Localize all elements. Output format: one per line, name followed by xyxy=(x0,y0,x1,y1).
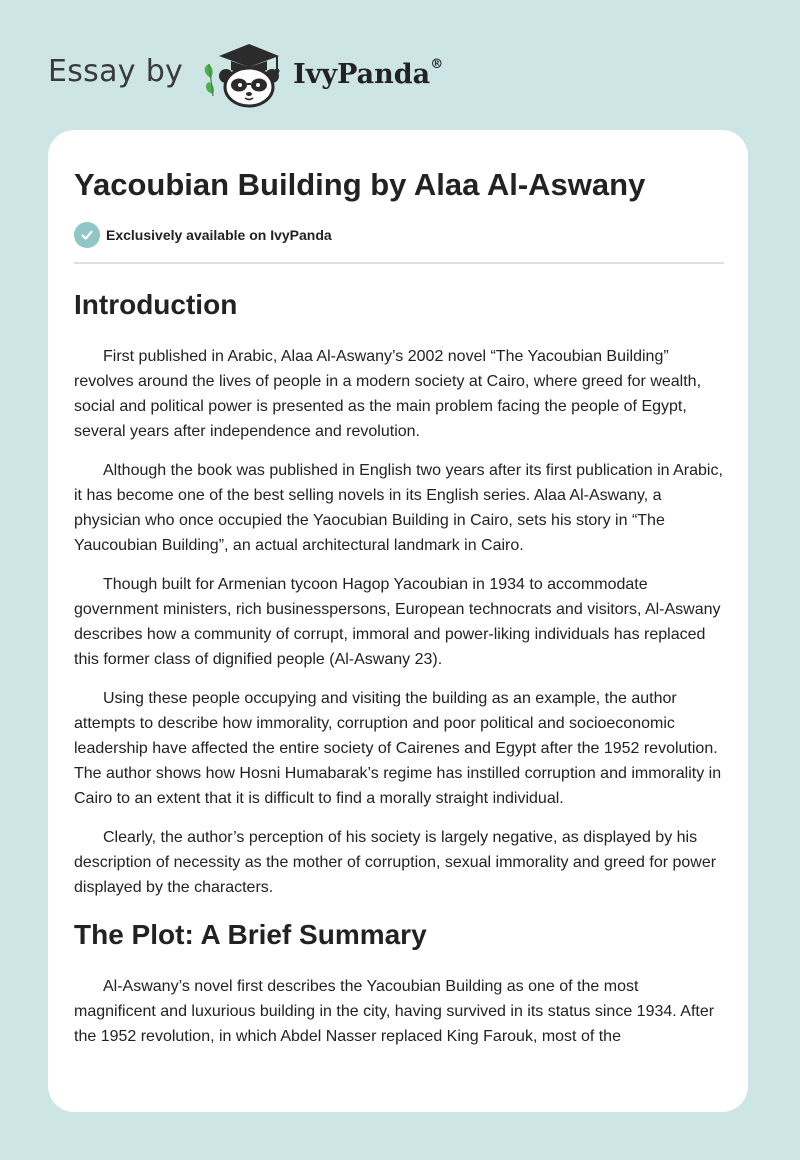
registered-mark: ® xyxy=(430,56,444,72)
essay-content xyxy=(74,166,724,1063)
paragraph: Using these people occupying and visiting the building as an example, the author attempts to describe how immorality, corruption and poor political and socioeconomic leadership have affected the entire society of Cairenes and Egypt after the 1952 revolution. The author shows how Hosni Humabarak’s regime has instilled corruption and immorality in Cairo to an extent that it is difficult to find a morally straight individual. xyxy=(74,690,722,807)
section-heading-introduction: Introduction xyxy=(74,289,238,320)
paragraph: Clearly, the author’s perception of his society is largely negative, as displayed by his description of necessity as the mother of corruption, sexual immorality and greed for power displayed by the characters. xyxy=(74,829,717,896)
ivypanda-logo-icon[interactable] xyxy=(197,34,289,108)
paragraph: Though built for Armenian tycoon Hagop Yacoubian in 1934 to accommodate government ministers, rich businesspersons, European technocrats and visitors, Al-Aswany describes how a community of corrupt, immoral and power-liking individuals has replaced this former class of dignified people (Al-Aswany 23). xyxy=(74,576,721,668)
checkmark-icon xyxy=(74,222,100,248)
site-header xyxy=(48,34,443,108)
title-divider xyxy=(74,262,724,264)
exclusive-badge-label: Exclusively available on IvyPanda xyxy=(106,227,332,243)
ivy-leaf-icon xyxy=(205,64,214,96)
paragraph: First published in Arabic, Alaa Al-Aswany’s 2002 novel “The Yacoubian Building” revolves around the lives of people in a modern society at Cairo, where greed for wealth, social and political power is presented as the main problem facing the people of Egypt, several years after independence and revolution. xyxy=(74,348,702,440)
paragraph: Although the book was published in English two years after its first publication in Arabic, it has become one of the best selling novels in its English series. Alaa Al-Aswany, a physician who once occupied the Yaocubian Building in Cairo, sets his story in “The Yaucoubian Building”, an actual architectural landmark in Cairo. xyxy=(74,462,723,554)
section-heading-plot-summary: The Plot: A Brief Summary xyxy=(74,919,427,950)
brand-name[interactable] xyxy=(293,56,444,90)
essay-by-label: Essay by xyxy=(48,53,184,89)
essay-title: Yacoubian Building by Alaa Al-Aswany xyxy=(74,167,646,202)
exclusive-badge xyxy=(74,222,724,248)
essay-card xyxy=(48,130,748,1112)
brand-name-text: IvyPanda xyxy=(293,58,431,90)
paragraph: Al-Aswany’s novel first describes the Yacoubian Building as one of the most magnificent and luxurious building in the city, having survived in its status since 1934. After the 1952 revolution, in which Abdel Nasser replaced King Farouk, most of the xyxy=(74,978,715,1045)
